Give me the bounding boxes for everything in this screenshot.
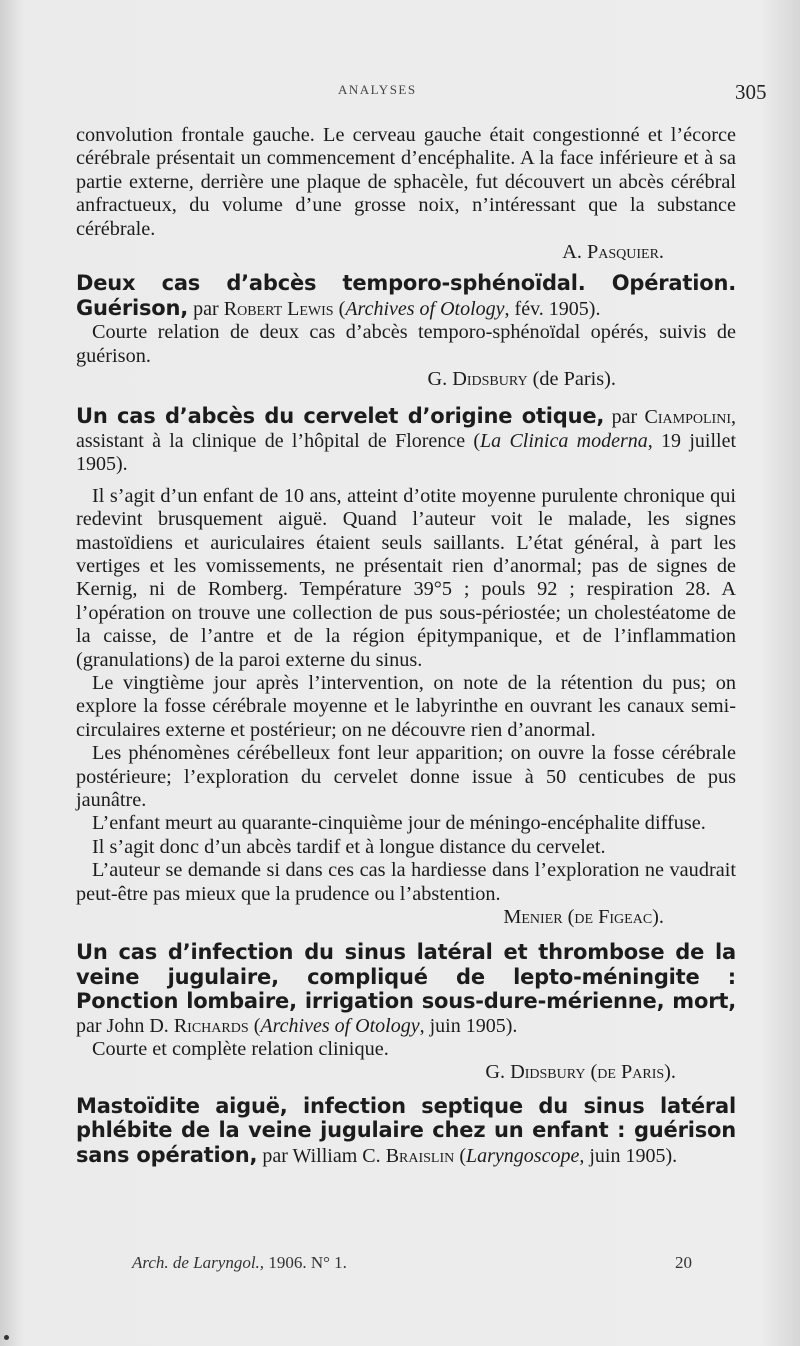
page-body bbox=[76, 124, 736, 1168]
abstract-entry bbox=[76, 405, 736, 929]
abstract-heading bbox=[76, 405, 736, 476]
abstract-paragraph: Les phénomènes cérébelleux font leur apparition; on ouvre la fosse cérébrale postérieure; l’exploration du cervelet donne issue à 50 centicubes de pus jaunâtre. bbox=[76, 742, 736, 811]
by-word: par bbox=[611, 406, 638, 429]
signature bbox=[76, 368, 736, 391]
source-date: , fév. 1905). bbox=[504, 297, 601, 320]
abstract-heading bbox=[76, 272, 736, 321]
by-word: par William C. bbox=[262, 1144, 381, 1167]
signature-line bbox=[76, 906, 736, 929]
page-number: 305 bbox=[735, 80, 767, 104]
author: Richards bbox=[173, 1014, 249, 1037]
continuation-text: convolution frontale gauche. Le cerveau gauche était congestionné et l’écorce cérébrale présentait un commencement d’encéphalite. A la face inférieure et à sa partie externe, derrière une plaque de sphacèle, fut découvert un abcès cérébral anfractueux, du volume d’une grosse noix, n’intéressant que la substance cérébrale. bbox=[76, 124, 736, 240]
abstract-heading bbox=[76, 941, 736, 1038]
source-date: , juin 1905). bbox=[579, 1144, 678, 1167]
ink-speck bbox=[4, 1335, 9, 1340]
abstract-paragraph: L’enfant meurt au quarante-cinquième jour de méningo-encéphalite diffuse. bbox=[92, 812, 706, 835]
footer-issue: 1906. N° 1. bbox=[268, 1253, 347, 1272]
abstract-title: Mastoïdite aiguë, infection septique du sinus latéral phlébite de la veine jugulaire chez un enfant : guérison sans opération, bbox=[76, 1093, 736, 1167]
author-affiliation: , assistant à la clinique de l’hôpital de Florence ( bbox=[76, 406, 736, 452]
page-footer bbox=[132, 1253, 692, 1273]
by-word: par bbox=[193, 297, 219, 320]
footer-journal: Arch. de Laryngol., bbox=[132, 1253, 265, 1272]
abstract-paragraph: Le vingtième jour après l’intervention, on note de la rétention du pus; on explore la fosse cérébrale moyenne et le labyrinthe en ouvrant les canaux semi-circulaires externe et postérieur; on ne découvre rien d’anormal. bbox=[76, 671, 736, 741]
continuation-signature bbox=[76, 241, 736, 264]
signature-place: (de Paris). bbox=[532, 368, 616, 391]
by-word: par John D. bbox=[76, 1014, 169, 1037]
journal-name: Archives of Otology bbox=[260, 1014, 420, 1037]
abstract-body: Courte et complète relation clinique. bbox=[92, 1038, 389, 1061]
page-header bbox=[0, 80, 800, 108]
abstract-entry bbox=[76, 272, 736, 391]
abstract-title: Deux cas d’abcès temporo-sphénoïdal. Opération. Guérison, bbox=[76, 271, 736, 320]
running-head: ANALYSES bbox=[338, 82, 417, 97]
source-open: ( bbox=[338, 297, 346, 320]
sheet-signature: 20 bbox=[675, 1253, 692, 1272]
author: Robert Lewis bbox=[223, 297, 334, 320]
abstract-entry bbox=[76, 941, 736, 1084]
continuation-paragraph bbox=[76, 124, 736, 241]
abstract-title: Un cas d’infection du sinus latéral et thrombose de la veine jugulaire, compliqué de lepto-méningite : Ponction lombaire, irrigation sous-dure-mérienne, mort, bbox=[76, 940, 736, 1014]
signature: A. Pasquier. bbox=[562, 241, 664, 264]
signature-name: G. Didsbury bbox=[427, 368, 528, 391]
journal-name: Laryngoscope bbox=[466, 1144, 580, 1167]
author: Ciampolini bbox=[644, 406, 731, 429]
abstract-entry bbox=[76, 1095, 736, 1168]
source-date: , 19 juillet 1905). bbox=[76, 429, 737, 476]
signature-line bbox=[76, 1061, 736, 1084]
abstract-title: Un cas d’abcès du cervelet d’origine otique, bbox=[76, 404, 605, 429]
abstract-paragraph: L’auteur se demande si dans ces cas la hardiesse dans l’exploration ne vaudrait peut-être pas mieux que la prudence ou l’abstention. bbox=[76, 859, 736, 905]
abstract-paragraph: Il s’agit d’un enfant de 10 ans, atteint d’otite moyenne purulente chronique qui redevint brusquement aiguë. Quand l’auteur voit le malade, les signes mastoïdiens et auriculaires étaient seuls saillants. L’état général, à part les vertiges et les vomissements, ne présentait rien d’anormal; pas de signes de Kernig, ni de Romberg. Température 39°5 ; pouls 92 ; respiration 28. A l’opération on trouve une collection de pus sous-périostée; un cholestéatome de la caisse, de l’antre et de la région épitympanique, et de l’inflammation (granulations) de la paroi externe du sinus. bbox=[76, 484, 736, 671]
author: Braislin bbox=[385, 1144, 455, 1167]
source-date: , juin 1905). bbox=[419, 1014, 518, 1037]
abstract-body: Courte relation de deux cas d’abcès temporo-sphénoïdal opérés, suivis de guérison. bbox=[76, 321, 736, 367]
source-open: ( bbox=[253, 1014, 261, 1037]
signature: Menier (de Figeac). bbox=[503, 906, 664, 928]
abstract-heading bbox=[76, 1095, 736, 1168]
journal-name: La Clinica moderna bbox=[480, 429, 648, 452]
abstract-paragraph: Il s’agit donc d’un abcès tardif et à longue distance du cervelet. bbox=[92, 835, 606, 858]
signature: G. Didsbury (de Paris). bbox=[485, 1061, 676, 1084]
journal-name: Archives of Otology bbox=[345, 297, 505, 320]
source-open: ( bbox=[459, 1144, 466, 1167]
